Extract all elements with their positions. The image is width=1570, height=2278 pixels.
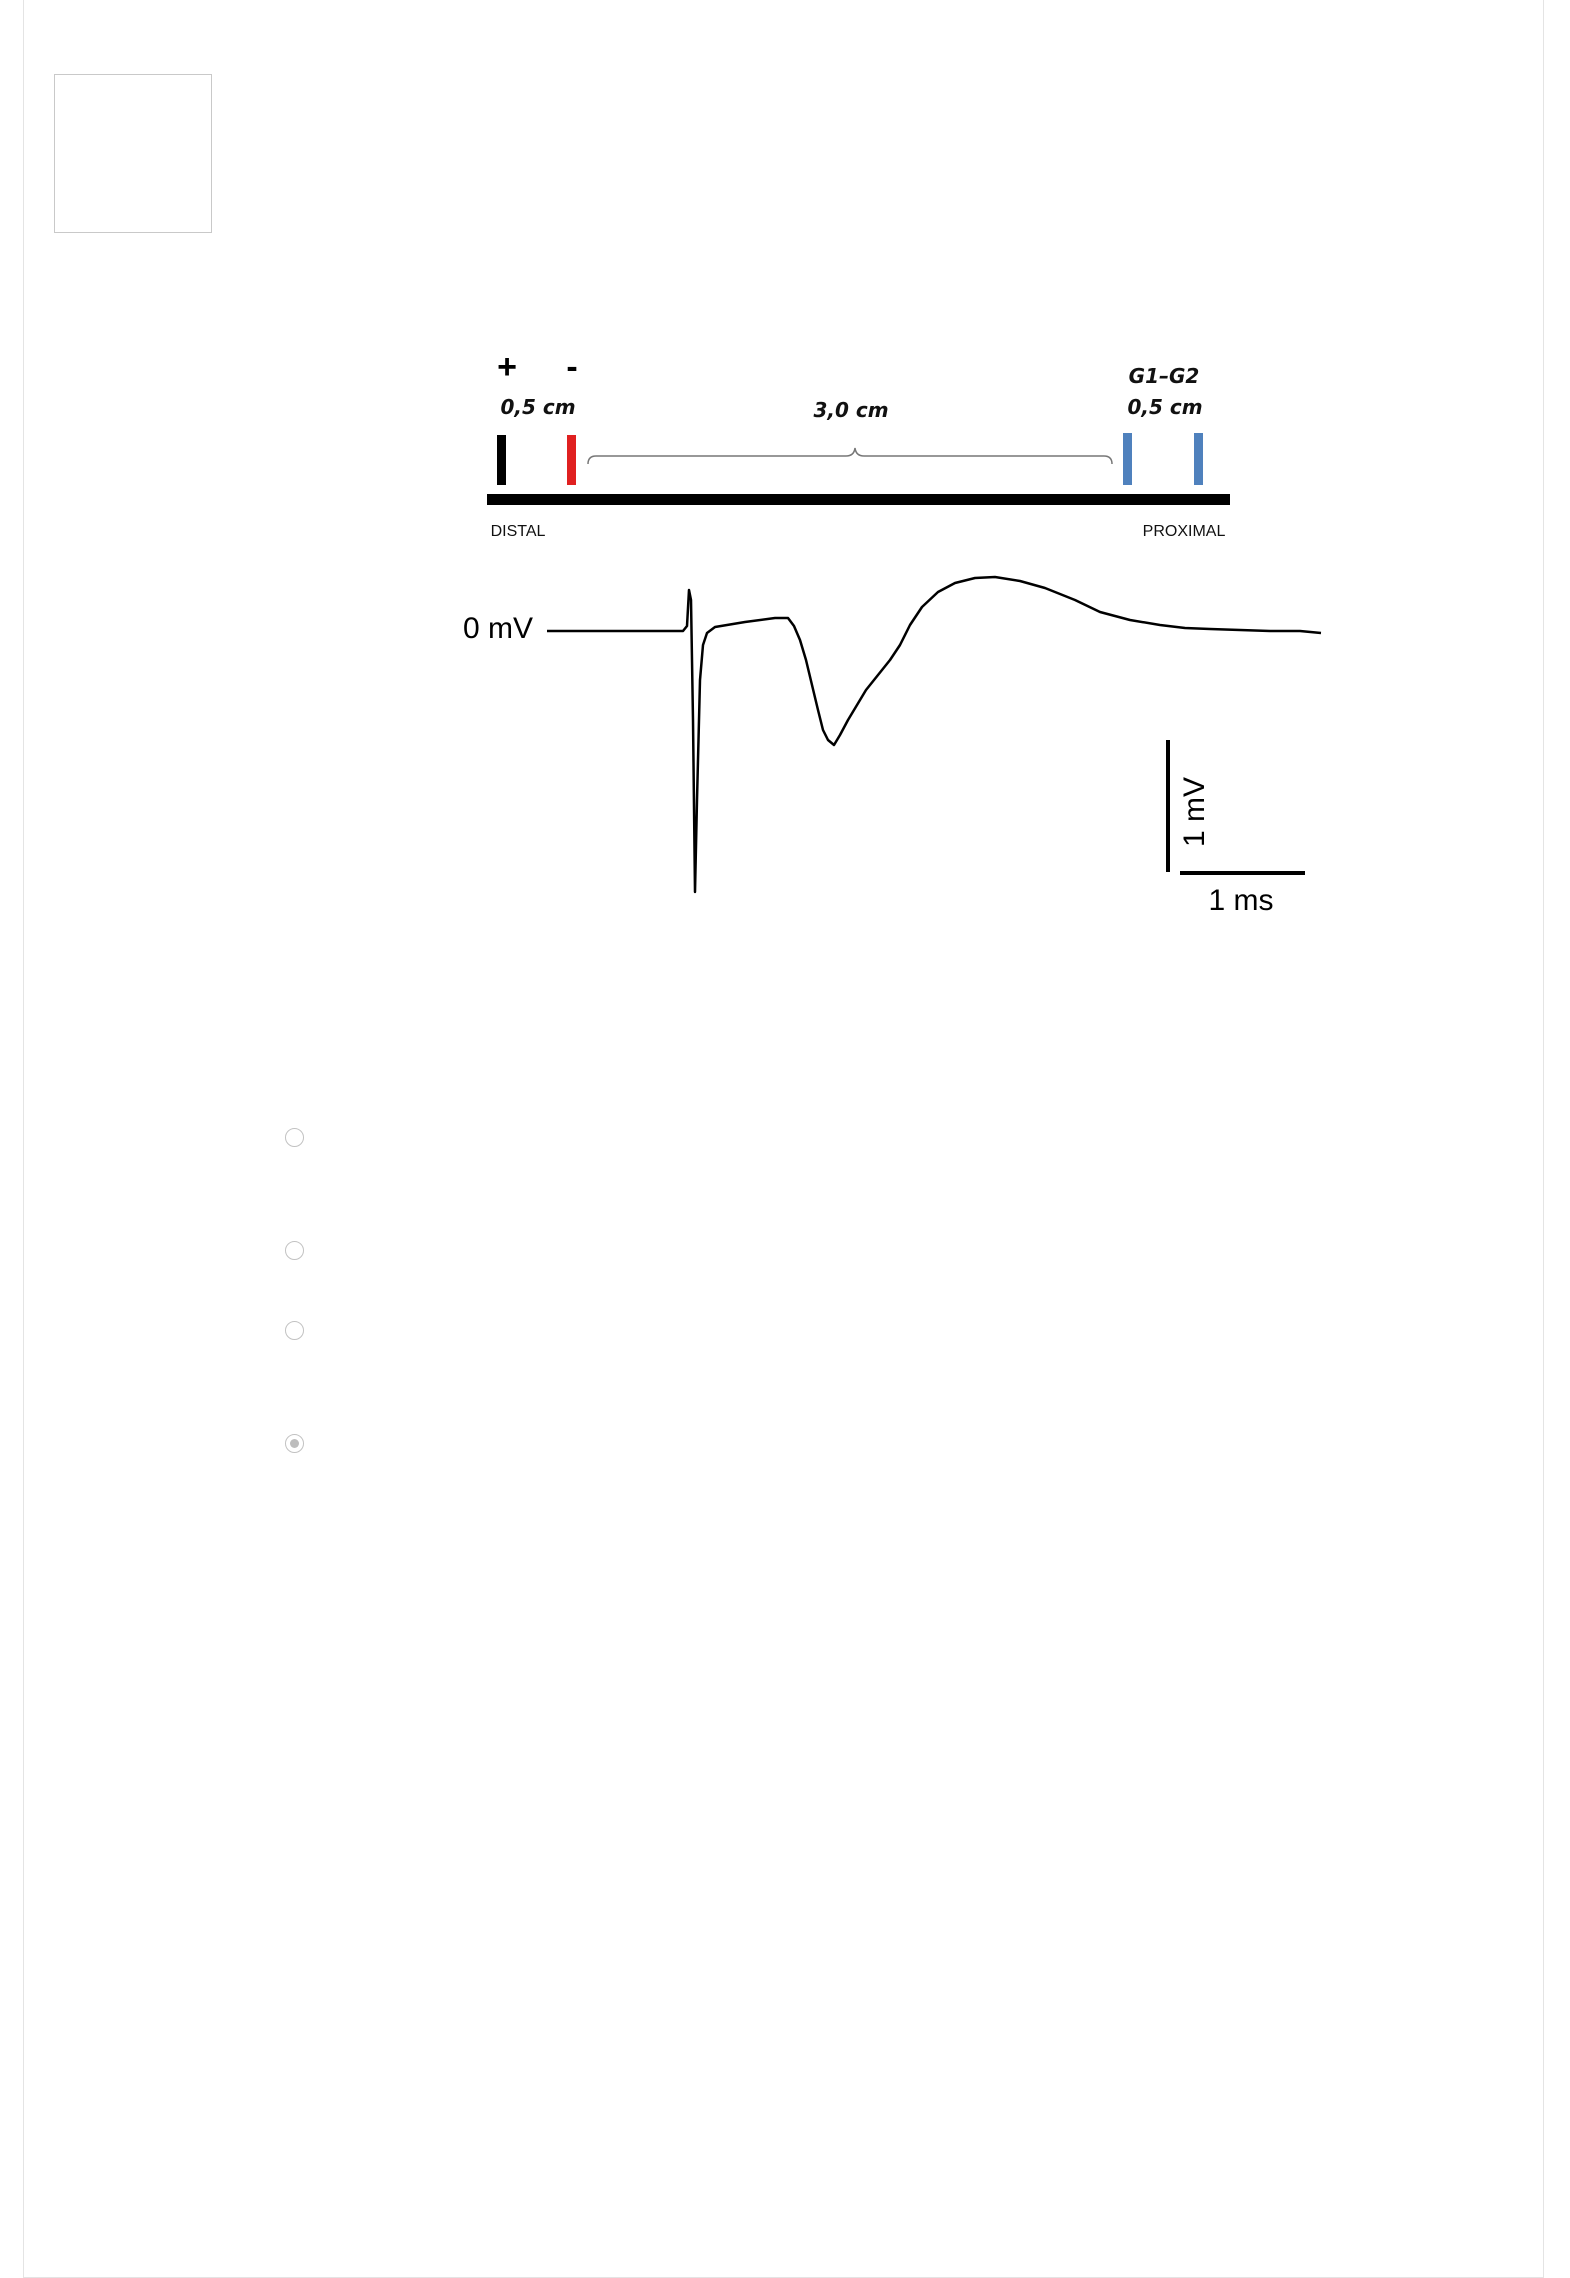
nerve-conduction-figure: [0, 0, 1570, 960]
anode-electrode: [497, 435, 506, 485]
anode-plus-label: +: [497, 348, 517, 386]
answer-option-2-radio[interactable]: [285, 1241, 304, 1260]
distance-brace: [588, 448, 1112, 464]
distance-label: 3,0 cm: [813, 398, 889, 422]
baseline-label: 0 mV: [462, 612, 534, 645]
cathode-minus-label: -: [566, 348, 578, 386]
vertical-scale-label: 1 mV: [1177, 776, 1211, 848]
answer-option-3-radio[interactable]: [285, 1321, 304, 1340]
proximal-label: PROXIMAL: [1142, 523, 1226, 540]
selected-dot: [290, 1439, 299, 1448]
horizontal-scale-label: 1 ms: [1208, 884, 1274, 917]
recording-electrode-g1: [1123, 433, 1132, 485]
distal-label: DISTAL: [490, 523, 546, 540]
cathode-electrode: [567, 435, 576, 485]
stim-spacing-label: 0,5 cm: [500, 395, 576, 419]
recording-electrodes-label: G1–G2: [1128, 364, 1200, 388]
answer-option-1-radio[interactable]: [285, 1128, 304, 1147]
answer-option-4-radio[interactable]: [285, 1434, 304, 1453]
recording-electrode-g2: [1194, 433, 1203, 485]
nerve-bar: [487, 494, 1230, 505]
recording-spacing-label: 0,5 cm: [1127, 395, 1203, 419]
